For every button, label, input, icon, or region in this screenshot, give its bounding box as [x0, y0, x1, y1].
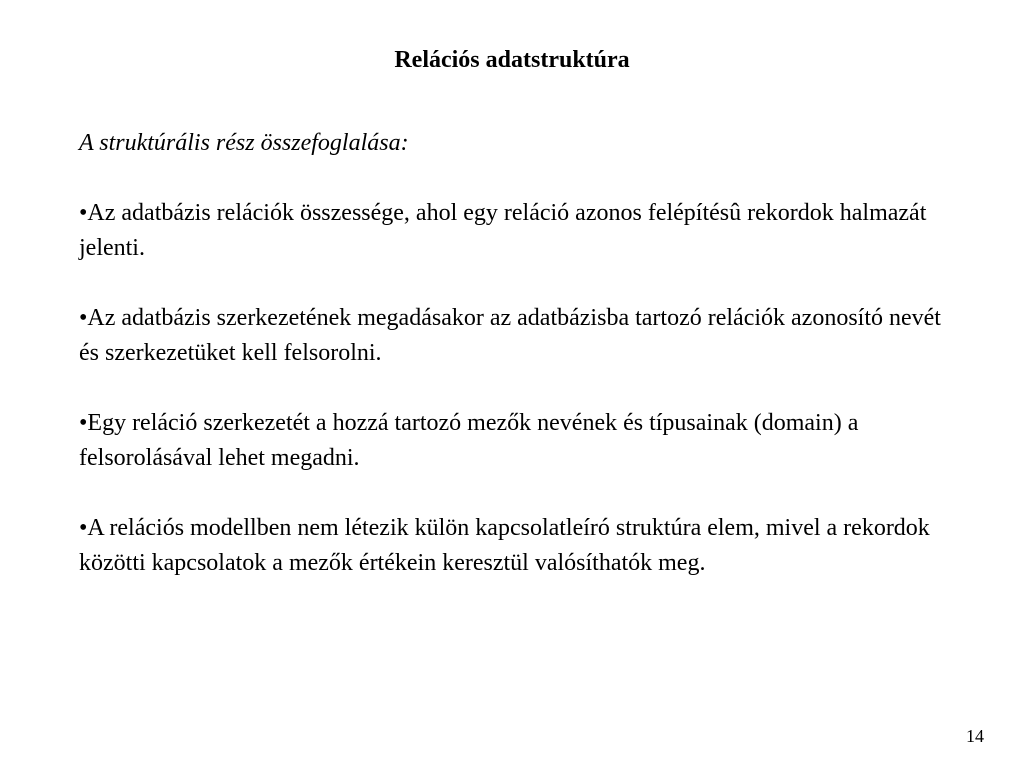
slide-body	[79, 126, 959, 616]
slide-title: Relációs adatstruktúra	[394, 47, 630, 73]
bullet-item: •Az adatbázis szerkezetének megadásakor az adatbázisba tartozó relációk azonosító nevét és szerkezetüket kell felsorolni.	[79, 305, 941, 366]
bullet-item: •A relációs modellben nem létezik külön kapcsolatleíró struktúra elem, mivel a rekordok közötti kapcsolatok a mezők értékein keresztül valósíthatók meg.	[79, 515, 930, 576]
bullet-item: •Az adatbázis relációk összessége, ahol egy reláció azonos felépítésû rekordok halmazát jelenti.	[79, 200, 927, 261]
bullet-item: •Egy reláció szerkezetét a hozzá tartozó mezők nevének és típusainak (domain) a felsorolásával lehet megadni.	[79, 410, 859, 471]
page-number: 14	[966, 726, 984, 746]
section-subtitle: A struktúrális rész összefoglalása:	[79, 130, 409, 156]
